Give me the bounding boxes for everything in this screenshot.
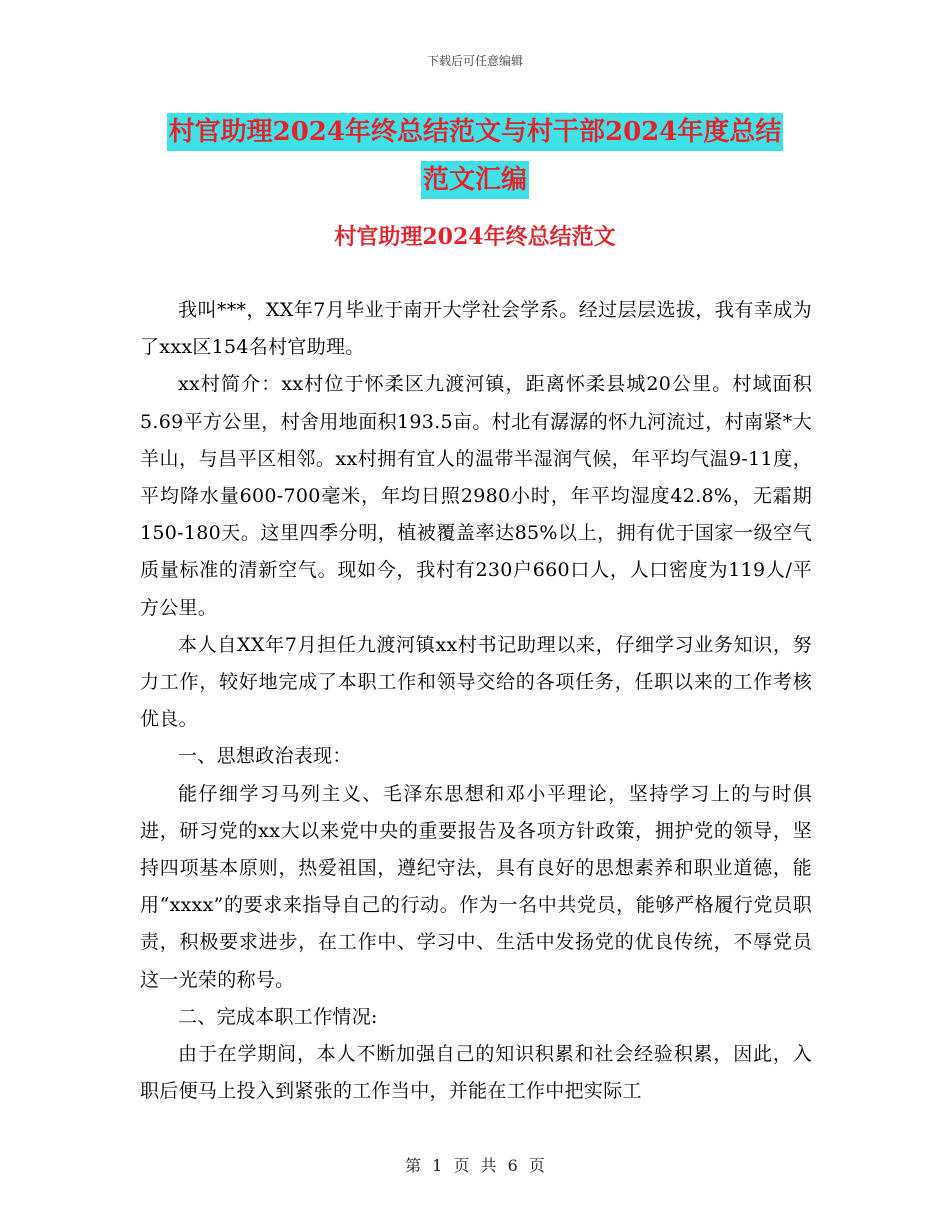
- page-header-note: 下载后可任意编辑: [426, 54, 523, 68]
- paragraph-political-performance: 能仔细学习马列主义、毛泽东思想和邓小平理论，坚持学习上的与时俱进，研习党的xx大以来党中央的重要报告及各项方针政策，拥护党的领导，坚持四项基本原则，热爱祖国，遵纪守法，具有良好的思想素养和职业道德，能用“xxxx”的要求来指导自己的行动。作为一名中共党员，能够严格履行党员职责，积极要求进步，在工作中、学习中、生活中发扬党的优良传统，不辱党员这一光荣的称号。: [140, 782, 812, 991]
- heading-political-performance: 一、思想政治表现：: [178, 745, 352, 768]
- document-title-line-1: 村官助理2024年终总结范文与村干部2024年度总结: [167, 113, 784, 151]
- document-body: [140, 292, 812, 1110]
- paragraph-job-performance: 由于在学期间，本人不断加强自己的知识积累和社会经验积累，因此，入职后便马上投入到紧张的工作当中，并能在工作中把实际工: [140, 1043, 812, 1103]
- section-title: 村官助理2024年终总结范文: [334, 224, 616, 250]
- paragraph-work-summary: 本人自XX年7月担任九渡河镇xx村书记助理以来，仔细学习业务知识，努力工作，较好地完成了本职工作和领导交给的各项任务，任职以来的工作考核优良。: [140, 633, 812, 731]
- document-title-line-2: 范文汇编: [421, 161, 529, 199]
- page-number: 第 1 页 共 6 页: [405, 1156, 545, 1175]
- paragraph-intro: 我叫***，XX年7月毕业于南开大学社会学系。经过层层选拔，我有幸成为了xxx区154名村官助理。: [140, 299, 812, 359]
- heading-job-performance: 二、完成本职工作情况:: [178, 1005, 378, 1028]
- paragraph-village-profile: xx村简介：xx村位于怀柔区九渡河镇，距离怀柔县城20公里。村域面积5.69平方公里，村舍用地面积193.5亩。村北有潺潺的怀九河流过，村南紧*大羊山，与昌平区相邻。xx村拥有宜人的温带半湿润气候，年平均气温9-11度，平均降水量600-700毫米，年均日照2980小时，年平均湿度42.8%，无霜期150-180天。这里四季分明，植被覆盖率达85%以上，拥有优于国家一级空气质量标准的清新空气。现如今，我村有230户660口人，人口密度为119人/平方公里。: [140, 373, 812, 619]
- document-title: [140, 108, 810, 204]
